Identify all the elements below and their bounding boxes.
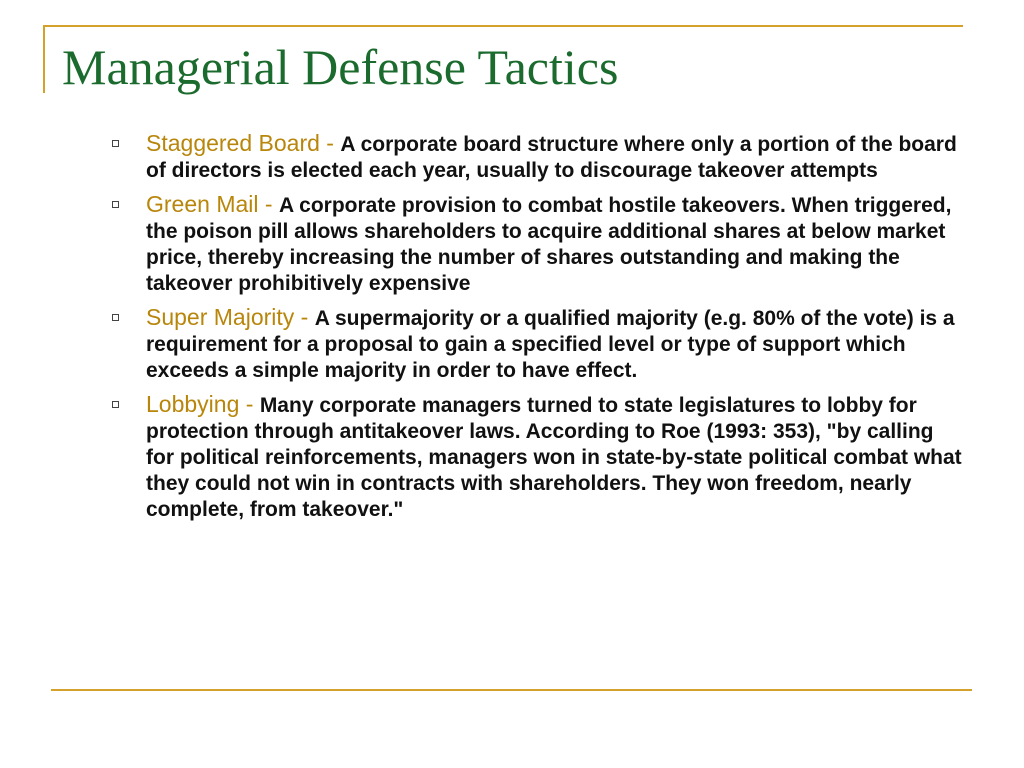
left-rule	[43, 25, 45, 93]
bullet-list	[112, 130, 962, 530]
bullet-definition: A corporate board structure where only a portion of the board of directors is elected each year, usually to discourage takeover attempts	[146, 133, 957, 182]
bullet-term: Green Mail -	[146, 191, 279, 217]
bottom-rule	[51, 689, 972, 691]
bullet-definition: A supermajority or a qualified majority (e.g. 80% of the vote) is a requirement for a proposal to gain a specified level or type of support which exceeds a simple majority in order to have effect.	[146, 307, 955, 382]
bullet-item-lobbying	[112, 391, 962, 523]
bullet-definition: Many corporate managers turned to state legislatures to lobby for protection through antitakeover laws. According to Roe (1993: 353), "by calling for political reinforcements, managers won in state-by-state political combat what they could not win in contracts with shareholders. They won freedom, nearly complete, from takeover."	[146, 394, 962, 521]
bullet-definition: A corporate provision to combat hostile takeovers. When triggered, the poison pill allows shareholders to acquire additional shares at below market price, thereby increasing the number of shares outstanding and making the takeover prohibitively expensive	[146, 194, 952, 295]
bullet-term: Staggered Board -	[146, 130, 341, 156]
slide-title: Managerial Defense Tactics	[62, 39, 619, 95]
bullet-text	[146, 391, 962, 523]
square-bullet-icon	[112, 140, 119, 147]
square-bullet-icon	[112, 314, 119, 321]
bullet-term: Lobbying -	[146, 391, 260, 417]
bullet-text	[146, 191, 962, 297]
top-rule	[43, 25, 963, 27]
bullet-item-super-majority	[112, 304, 962, 384]
bullet-term: Super Majority -	[146, 304, 315, 330]
bullet-text	[146, 130, 962, 184]
bullet-item-green-mail	[112, 191, 962, 297]
bullet-text	[146, 304, 962, 384]
square-bullet-icon	[112, 401, 119, 408]
square-bullet-icon	[112, 201, 119, 208]
bullet-item-staggered-board	[112, 130, 962, 184]
